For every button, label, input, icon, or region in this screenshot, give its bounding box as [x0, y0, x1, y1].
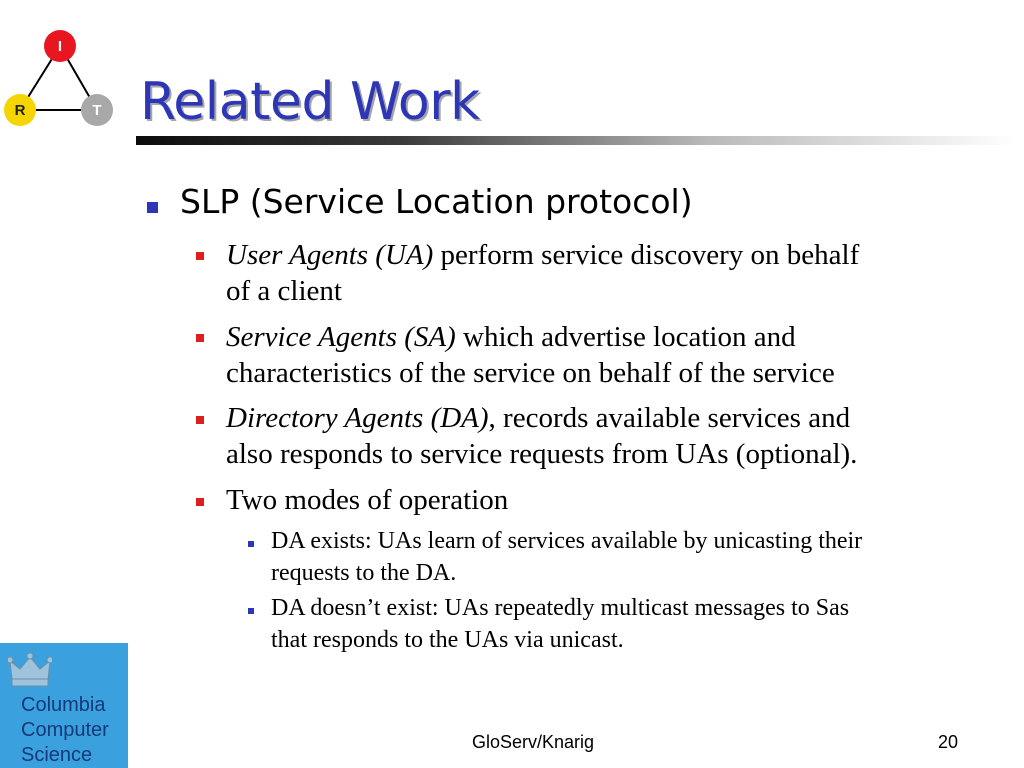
- bullet-square-icon: [248, 608, 254, 614]
- crown-icon: [8, 651, 52, 689]
- list-item: [271, 592, 981, 656]
- slide-title: Related Work: [140, 72, 480, 132]
- bullet-square-icon: [196, 252, 204, 260]
- sub-item-text-continued: requests to the DA.: [271, 560, 457, 586]
- item-text: perform service discovery on behalf: [433, 239, 860, 271]
- bullet-square-icon: [196, 498, 204, 506]
- irt-node-t: T: [81, 94, 113, 126]
- item-text: , records available services and: [488, 402, 851, 434]
- bullet-square-icon: [147, 202, 158, 213]
- term-directory-agents: Directory Agents (DA): [226, 402, 489, 434]
- wordmark-line: Science: [21, 744, 93, 766]
- title-divider: [136, 136, 1016, 145]
- bullet-square-icon: [248, 541, 254, 547]
- sub-item-text: DA doesn’t exist: UAs repeatedly multicast messages to Sas: [271, 595, 850, 621]
- item-text: Two modes of operation: [226, 484, 509, 516]
- list-item: [271, 525, 981, 589]
- footer-text: GloServ/Knarig: [472, 732, 595, 752]
- list-item: [226, 482, 986, 518]
- item-text: which advertise location and: [455, 321, 796, 353]
- list-item: [226, 400, 986, 472]
- columbia-logo: [0, 643, 128, 768]
- columbia-cs-wordmark: [21, 693, 109, 768]
- sub-item-text-continued: that responds to the UAs via unicast.: [271, 627, 624, 653]
- irt-logo: [0, 28, 120, 136]
- bullet-main: SLP (Service Location protocol): [180, 182, 693, 221]
- term-service-agents: Service Agents (SA): [226, 321, 456, 353]
- wordmark-line: Columbia: [21, 694, 106, 716]
- list-item: [226, 319, 986, 391]
- wordmark-line: Computer: [21, 719, 109, 741]
- irt-node-i: I: [44, 30, 76, 62]
- page-number: 20: [938, 732, 959, 752]
- list-item: [226, 237, 986, 309]
- bullet-square-icon: [196, 416, 204, 424]
- sub-item-text: DA exists: UAs learn of services available by unicasting their: [271, 528, 863, 554]
- item-text-continued: also responds to service requests from UAs (optional).: [226, 438, 858, 470]
- term-user-agents: User Agents (UA): [226, 239, 434, 271]
- bullet-square-icon: [196, 334, 204, 342]
- item-text-continued: of a client: [226, 275, 342, 307]
- item-text-continued: characteristics of the service on behalf of the service: [226, 357, 835, 389]
- irt-node-r: R: [4, 94, 36, 126]
